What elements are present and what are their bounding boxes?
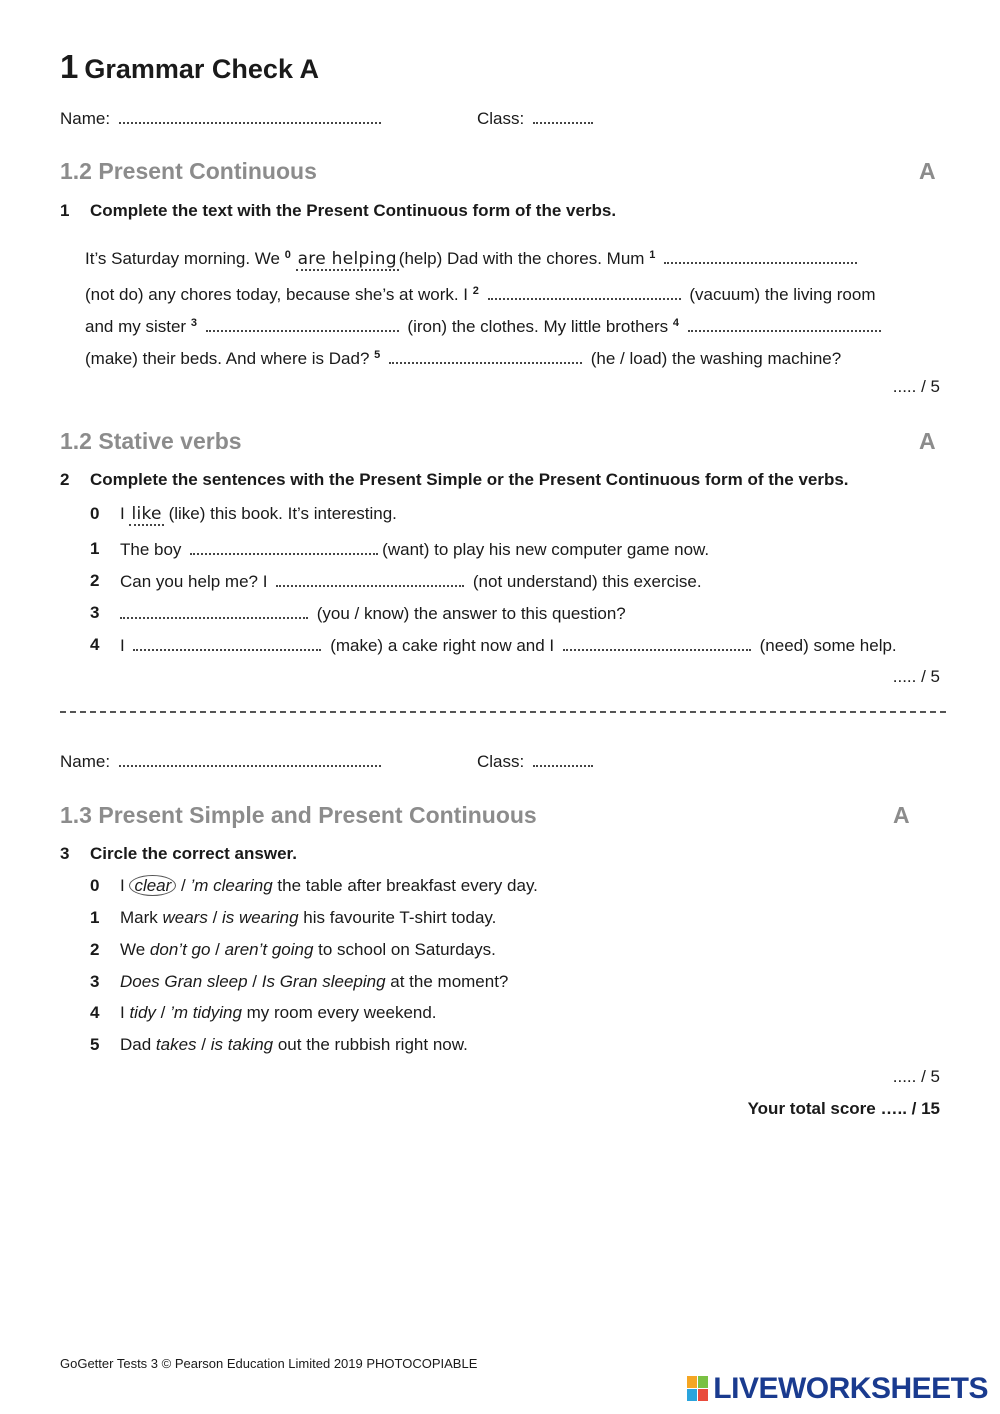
item-text: (you / know) the answer to this question? bbox=[316, 604, 626, 623]
option-1[interactable]: clear bbox=[129, 875, 176, 896]
item-number: 4 bbox=[90, 1003, 100, 1022]
text-fragment: (iron) the clothes. My little brothers bbox=[407, 317, 669, 336]
section1-instruction bbox=[60, 201, 616, 221]
option-2[interactable]: ’m clearing bbox=[190, 876, 273, 895]
class-row bbox=[477, 751, 597, 772]
item-text: Can you help me? I bbox=[120, 572, 268, 591]
test-number: 1 bbox=[60, 48, 79, 85]
text-fragment: It’s Saturday morning. We bbox=[85, 249, 280, 268]
text-line-3 bbox=[85, 313, 885, 337]
class-row bbox=[477, 108, 597, 129]
item-number: 3 bbox=[90, 972, 100, 991]
item-text: I bbox=[120, 636, 125, 655]
item-text: (make) a cake right now and I bbox=[330, 636, 555, 655]
page-title bbox=[60, 48, 319, 86]
text-fragment: (make) their beds. And where is Dad? bbox=[85, 349, 370, 368]
text-fragment: (he / load) the washing machine? bbox=[590, 349, 842, 368]
option-separator: / bbox=[247, 972, 262, 991]
question-number: 3 bbox=[60, 844, 70, 863]
instruction-text: Complete the text with the Present Continuous form of the verbs. bbox=[90, 201, 617, 220]
name-input[interactable] bbox=[119, 108, 381, 124]
total-score: Your total score ….. / 15 bbox=[747, 1099, 940, 1118]
section2-score: ..... / 5 bbox=[892, 667, 940, 686]
gap-number: 2 bbox=[472, 285, 479, 297]
option-1[interactable]: Does Gran sleep bbox=[120, 972, 248, 991]
item-text: I bbox=[120, 876, 130, 895]
name-row bbox=[60, 751, 385, 772]
footer-copyright: GoGetter Tests 3 © Pearson Education Limited 2019 PHOTOCOPIABLE bbox=[60, 1356, 478, 1371]
section2-letter: A bbox=[919, 428, 936, 454]
item-number: 0 bbox=[90, 504, 100, 523]
item-number: 4 bbox=[90, 635, 100, 654]
section3-letter: A bbox=[893, 802, 910, 828]
item-text: (want) to play his new computer game now. bbox=[382, 540, 710, 559]
answer-input[interactable] bbox=[276, 571, 464, 587]
item-number: 5 bbox=[90, 1035, 100, 1054]
option-2[interactable]: is taking bbox=[210, 1035, 274, 1054]
option-1[interactable]: wears bbox=[162, 908, 208, 927]
option-1[interactable]: don’t go bbox=[149, 940, 211, 959]
name-row bbox=[60, 108, 385, 129]
class-label: Class: bbox=[477, 109, 525, 128]
item-number: 0 bbox=[90, 876, 100, 895]
gap-number: 0 bbox=[284, 249, 291, 261]
text-fragment: and my sister bbox=[85, 317, 187, 336]
text-fragment: (help) Dad with the chores. Mum bbox=[398, 249, 645, 268]
option-separator: / bbox=[155, 1003, 171, 1022]
item-text: to school on Saturdays. bbox=[313, 940, 496, 959]
option-1[interactable]: tidy bbox=[129, 1003, 156, 1022]
class-input[interactable] bbox=[533, 751, 593, 767]
answer-input[interactable] bbox=[563, 635, 751, 651]
class-input[interactable] bbox=[533, 108, 593, 124]
item-number: 2 bbox=[90, 571, 100, 590]
item-text: his favourite T-shirt today. bbox=[298, 908, 497, 927]
item-text: the table after breakfast every day. bbox=[272, 876, 538, 895]
gap-number: 4 bbox=[672, 317, 680, 329]
section1-heading: 1.2 Present Continuous bbox=[60, 158, 317, 184]
text-fragment: (not do) any chores today, because she’s at work. I bbox=[85, 285, 469, 304]
text-line-4 bbox=[85, 345, 841, 369]
item-number: 3 bbox=[90, 603, 100, 622]
option-separator: / bbox=[210, 940, 225, 959]
item-number: 1 bbox=[90, 908, 100, 927]
item-text: I bbox=[120, 504, 125, 523]
example-answer: like bbox=[131, 504, 162, 524]
gap-2-input[interactable] bbox=[488, 284, 681, 300]
item-text: Mark bbox=[120, 908, 163, 927]
item-number: 2 bbox=[90, 940, 100, 959]
gap-3-input[interactable] bbox=[206, 316, 399, 332]
liveworksheets-logo bbox=[687, 1372, 988, 1406]
gap-number: 1 bbox=[649, 249, 656, 261]
cut-line-divider bbox=[60, 711, 946, 713]
section2-instruction bbox=[60, 470, 849, 490]
name-input[interactable] bbox=[119, 751, 381, 767]
item-text: out the rubbish right now. bbox=[273, 1035, 468, 1054]
answer-input[interactable] bbox=[190, 539, 378, 555]
class-label: Class: bbox=[477, 752, 525, 771]
section1-score: ..... / 5 bbox=[892, 377, 940, 396]
question-number: 1 bbox=[60, 201, 70, 220]
option-2[interactable]: is wearing bbox=[222, 908, 299, 927]
gap-1-input[interactable] bbox=[664, 248, 857, 264]
option-2[interactable]: Is Gran sleeping bbox=[261, 972, 386, 991]
option-separator: / bbox=[176, 876, 191, 895]
instruction-text: Circle the correct answer. bbox=[90, 844, 297, 863]
item-text: (like) this book. It’s interesting. bbox=[168, 504, 397, 523]
item-text: (need) some help. bbox=[759, 636, 897, 655]
gap-number: 5 bbox=[374, 349, 381, 361]
section3-score: ..... / 5 bbox=[892, 1067, 940, 1086]
instruction-text: Complete the sentences with the Present Simple or the Present Continuous form of the verbs. bbox=[90, 470, 849, 489]
gap-number: 3 bbox=[190, 317, 197, 329]
example-answer: are helping bbox=[297, 249, 397, 269]
option-1[interactable]: takes bbox=[155, 1035, 197, 1054]
item-text: We bbox=[120, 940, 150, 959]
section3-heading: 1.3 Present Simple and Present Continuous bbox=[60, 802, 537, 828]
item-text: at the moment? bbox=[385, 972, 509, 991]
answer-input[interactable] bbox=[133, 635, 321, 651]
text-fragment: (vacuum) the living room bbox=[689, 285, 876, 304]
item-text: (not understand) this exercise. bbox=[472, 572, 702, 591]
option-separator: / bbox=[196, 1035, 211, 1054]
brand-name: LIVEWORKSHEETS bbox=[713, 1372, 988, 1405]
text-line-1 bbox=[85, 245, 861, 269]
gap-5-input[interactable] bbox=[389, 348, 582, 364]
item-number: 1 bbox=[90, 539, 100, 558]
name-label: Name: bbox=[60, 109, 111, 128]
test-title: Grammar Check A bbox=[84, 54, 319, 84]
item-text: I bbox=[120, 1003, 130, 1022]
answer-input[interactable] bbox=[120, 603, 308, 619]
item-text: my room every weekend. bbox=[241, 1003, 437, 1022]
section3-instruction bbox=[60, 844, 297, 864]
option-2[interactable]: aren’t going bbox=[224, 940, 314, 959]
text-line-2 bbox=[85, 281, 875, 305]
item-text: Dad bbox=[120, 1035, 156, 1054]
question-number: 2 bbox=[60, 470, 70, 489]
name-label: Name: bbox=[60, 752, 111, 771]
item-text: The boy bbox=[120, 540, 182, 559]
section2-heading: 1.2 Stative verbs bbox=[60, 428, 242, 454]
option-separator: / bbox=[207, 908, 223, 927]
section1-letter: A bbox=[919, 158, 936, 184]
gap-4-input[interactable] bbox=[688, 316, 881, 332]
option-2[interactable]: ’m tidying bbox=[170, 1003, 242, 1022]
logo-cubes-icon bbox=[687, 1376, 709, 1402]
